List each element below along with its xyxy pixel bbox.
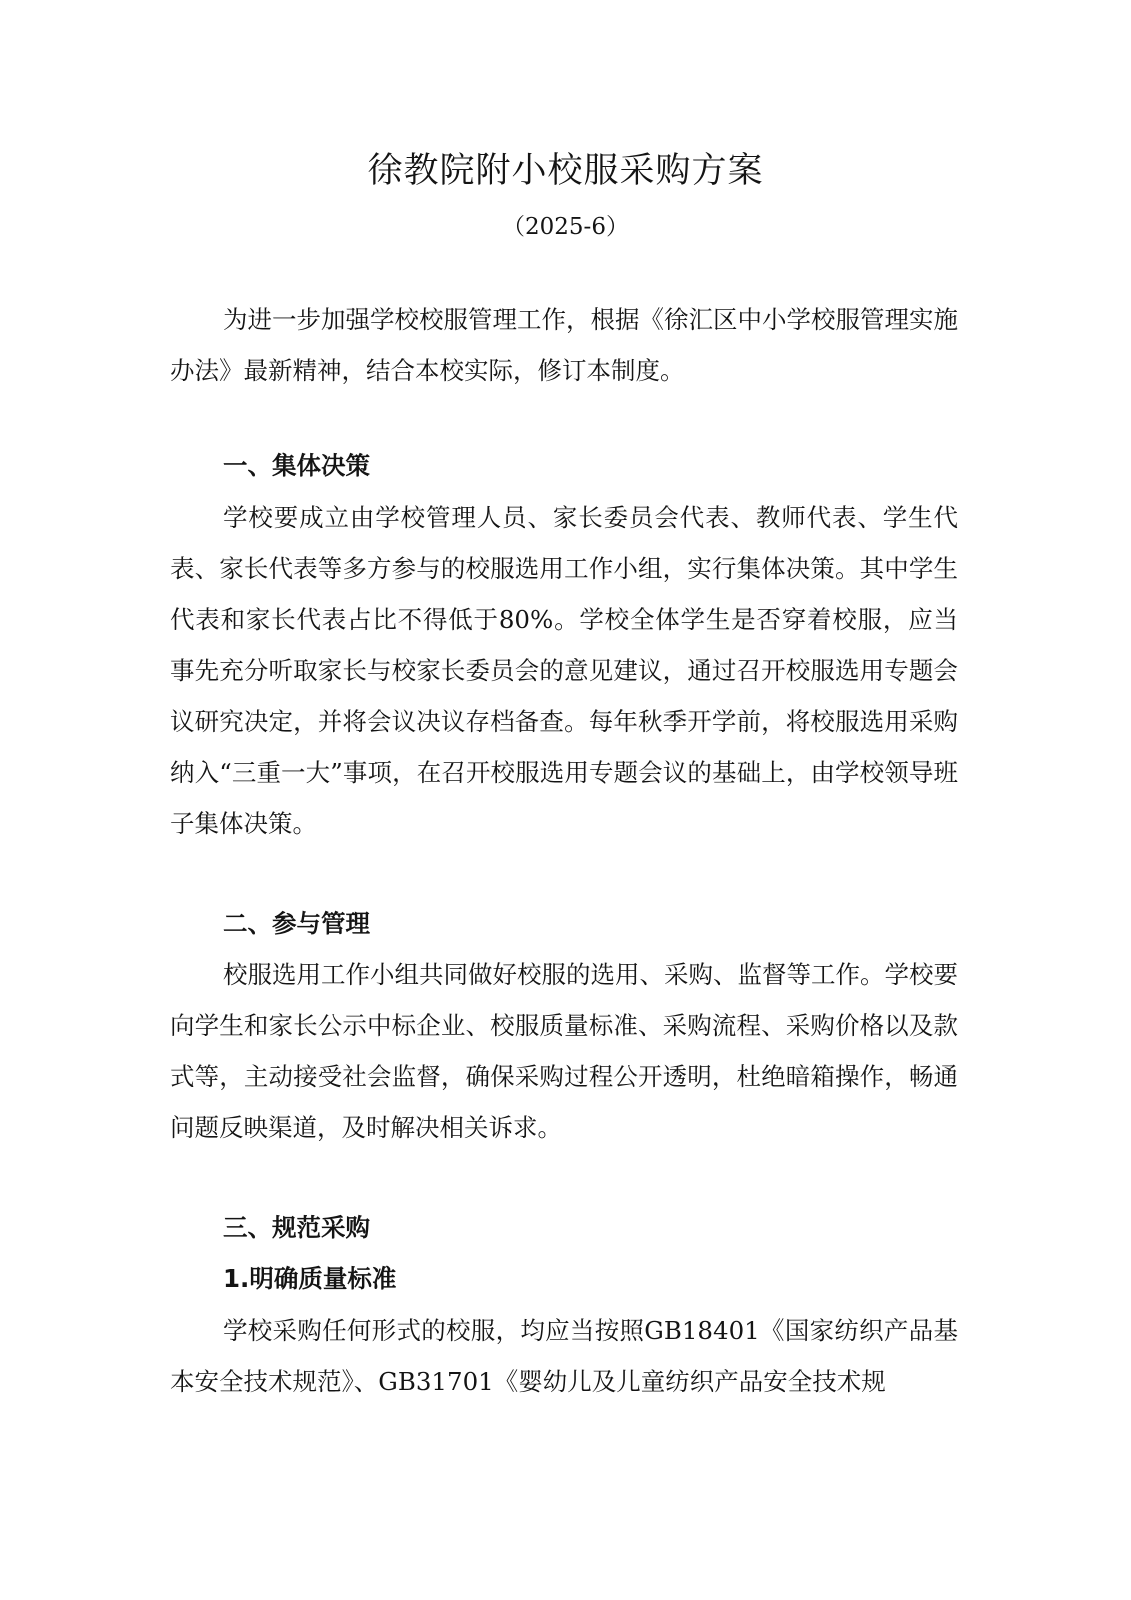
subsection-heading-quality-standard: 1.明确质量标准: [223, 1264, 397, 1293]
intro-paragraph: 为进一步加强学校校服管理工作，根据《徐汇区中小学校服管理实施办法》最新精神，结合本校实际，修订本制度。: [170, 305, 958, 385]
document-title: 徐教院附小校服采购方案: [367, 151, 764, 191]
section-paragraph-participation: 校服选用工作小组共同做好校服的选用、采购、监督等工作。学校要向学生和家长公示中标企业、校服质量标准、采购流程、采购价格以及款式等，主动接受社会监督，确保采购过程公开透明，杜绝暗箱操作，畅通问题反映渠道，及时解决相关诉求。: [170, 960, 958, 1142]
section-heading-participation: 二、参与管理: [223, 909, 370, 938]
section-paragraph-procurement: 学校采购任何形式的校服，均应当按照GB18401《国家纺织产品基本安全技术规范》、GB31701《婴幼儿及儿童纺织产品安全技术规: [170, 1316, 958, 1396]
section-paragraph-collective-decision: 学校要成立由学校管理人员、家长委员会代表、教师代表、学生代表、家长代表等多方参与的校服选用工作小组，实行集体决策。其中学生代表和家长代表占比不得低于80%。学校全体学生是否穿着校服，应当事先充分听取家长与校家长委员会的意见建议，通过召开校服选用专题会议研究决定，并将会议决议存档备查。每年秋季开学前，将校服选用采购纳入“三重一大”事项，在召开校服选用专题会议的基础上，由学校领导班子集体决策。: [170, 503, 958, 838]
section-heading-procurement: 三、规范采购: [223, 1213, 370, 1242]
document-date: （2025-6）: [502, 214, 629, 240]
section-heading-collective-decision: 一、集体决策: [223, 451, 370, 480]
